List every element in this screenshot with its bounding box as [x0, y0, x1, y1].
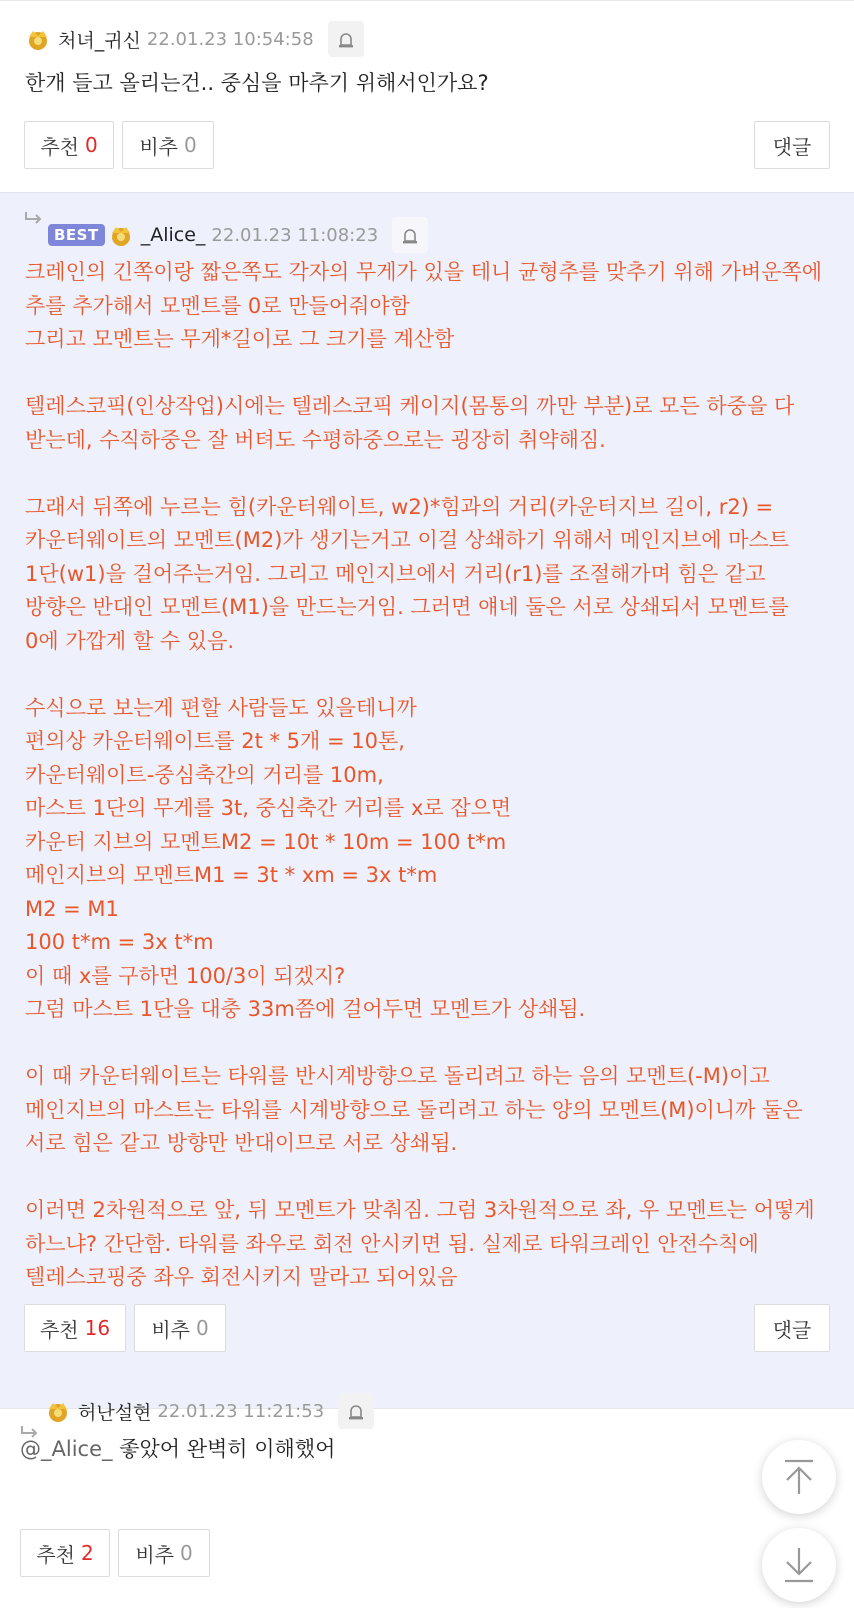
comment-body: [20, 1433, 826, 1467]
upvote-button[interactable]: [24, 1304, 126, 1352]
reply-label: 댓글: [772, 1317, 812, 1342]
siren-icon: [400, 225, 420, 245]
downvote-label: 비추: [151, 1317, 190, 1342]
downvote-button[interactable]: [118, 1529, 210, 1577]
mention-link[interactable]: @_Alice_: [20, 1437, 113, 1461]
comment-author[interactable]: 허난설현: [78, 1401, 152, 1424]
reply-button[interactable]: [754, 1304, 830, 1352]
report-button[interactable]: [328, 21, 364, 57]
downvote-count: 0: [179, 1541, 193, 1565]
downvote-label: 비추: [135, 1542, 174, 1567]
downvote-button[interactable]: [122, 121, 214, 169]
reply-label: 댓글: [772, 134, 812, 159]
comment-header: [48, 217, 428, 253]
upvote-button[interactable]: [24, 121, 114, 169]
arrow-down-icon: [782, 1546, 816, 1584]
reply-arrow-icon: [24, 211, 42, 225]
reply-button[interactable]: [754, 121, 830, 169]
report-button[interactable]: [338, 1393, 374, 1429]
report-button[interactable]: [392, 217, 428, 253]
comment-author[interactable]: _Alice_: [140, 224, 206, 246]
comment-item: [0, 1400, 854, 1608]
gold-crown-icon: [24, 25, 52, 53]
best-badge: BEST: [48, 224, 105, 246]
downvote-count: 0: [195, 1316, 209, 1340]
downvote-count: 0: [183, 133, 197, 157]
upvote-button[interactable]: [20, 1529, 110, 1577]
arrow-up-icon: [782, 1458, 816, 1496]
comment-header: [24, 21, 364, 57]
comment-date: 22.01.23 11:21:53: [157, 1400, 325, 1422]
comment-body: 한개 들고 올리는건.. 중심을 마추기 위해서인가요?: [25, 71, 489, 95]
comment-date: 22.01.23 11:08:23: [211, 224, 379, 246]
upvote-count: 16: [84, 1316, 111, 1340]
downvote-button[interactable]: [134, 1304, 226, 1352]
comment-date: 22.01.23 10:54:58: [146, 28, 314, 50]
upvote-count: 2: [80, 1541, 94, 1565]
upvote-label: 추천: [36, 1542, 75, 1567]
upvote-label: 추천: [40, 134, 79, 159]
comment-text: 좋았어 완벽히 이해했어: [112, 1437, 336, 1461]
scroll-bottom-button[interactable]: [762, 1528, 836, 1602]
comment-header: [44, 1393, 374, 1429]
comment-item-best: [0, 192, 854, 1408]
gold-crown-icon: [107, 221, 135, 249]
comment-author[interactable]: 처녀_귀신: [58, 29, 141, 52]
scroll-top-button[interactable]: [762, 1440, 836, 1514]
siren-icon: [336, 29, 356, 49]
upvote-label: 추천: [39, 1317, 79, 1342]
gold-crown-icon: [44, 1397, 72, 1425]
siren-icon: [346, 1401, 366, 1421]
comment-item: [0, 0, 854, 192]
comment-body: 크레인의 긴쪽이랑 짧은쪽도 각자의 무게가 있을 테니 균형추를 맞추기 위해 가벼운쪽에 추를 추가해서 모멘트를 0로 만들어줘야함 그리고 모멘트는 무게*길이로 그 크기를 계산함 텔레스코픽(인상작업)시에는 텔레스코픽 케이지(몸통의 까만 부분)로 모든 하중을 다 받는데, 수직하중은 잘 버텨도 수평하중으로는 굉장히 취약해짐. 그래서 뒤쪽에 누르는 힘(카운터웨이트, w2)*힘과의 거리(카운터지브 길이, r2) = 카운터웨이트의 모멘트(M2)가 생기는거고 이걸 상쇄하기 위해서 메인지브에 마스트 1단(w1)을 걸어주는거임. 그리고 메인지브에서 거리(r1)를 조절해가며 힘은 같고 방향은 반대인 모멘트(M1)을 만드는거임. 그러면 얘네 둘은 서로 상쇄되서 모멘트를 0에 가깝게 할 수 있음. 수식으로 보는게 편할 사람들도 있을테니까 편의상 카운터웨이트를 2t * 5개 = 10톤, 카운터웨이트-중심축간의 거리를 10m, 마스트 1단의 무게를 3t, 중심축간 거리를 x로 잡으면 카운터 지브의 모멘트M2 = 10t * 10m = 100 t*m 메인지브의 모멘트M1 = 3t * xm = 3x t*m M2 = M1 100 t*m = 3x t*m 이 때 x를 구하면 100/3이 되겠지? 그럼 마스트 1단을 대충 33m쯤에 걸어두면 모멘트가 상쇄됨. 이 때 카운터웨이트는 타워를 반시계방향으로 돌리려고 하는 음의 모멘트(-M)이고 메인지브의 마스트는 타워를 시계방향으로 돌리려고 하는 양의 모멘트(M)이니까 둘은 서로 힘은 같고 방향만 반대이므로 서로 상쇄됨. 이러면 2차원적으로 앞, 뒤 모멘트가 맞춰짐. 그럼 3차원적으로 좌, 우 모멘트는 어떻게 하느냐? 간단함. 타워를 좌우로 회전 안시키면 됨. 실제로 타워크레인 안전수칙에 텔레스코핑중 좌우 회전시키지 말라고 되어있음: [25, 260, 823, 1289]
upvote-count: 0: [84, 133, 98, 157]
downvote-label: 비추: [139, 134, 178, 159]
